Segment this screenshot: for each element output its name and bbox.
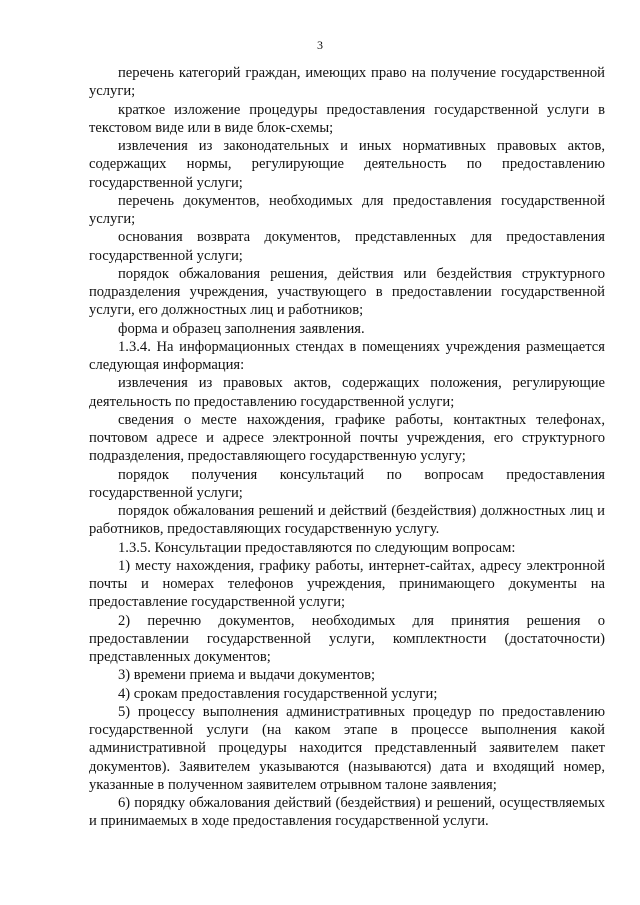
list-item: 3) времени приема и выдачи документов; — [118, 667, 376, 684]
list-item: 5) процессу выполнения административных процедур по предоставлению государственной услуги (на каком этапе в процессе выполнения какой административной процедуры находится представленный заявителем пакет документов). Заявителем указываются (называются) дата и входящий номер, указанные в полученном заявителем отрывном талоне заявления; — [89, 703, 605, 793]
page-number: 3 — [317, 38, 323, 52]
paragraph: краткое изложение процедуры предоставления государственной услуги в текстовом виде или в виде блок-схемы; — [89, 101, 605, 136]
paragraph: порядок обжалования решений и действий (бездействия) должностных лиц и работников, предоставляющих государственную услугу. — [89, 503, 605, 538]
list-item: 6) порядку обжалования действий (бездействия) и решений, осуществляемых и принимаемых в ходе предоставления государственной услуги. — [89, 795, 605, 830]
paragraph: порядок получения консультаций по вопросам предоставления государственной услуги; — [89, 466, 605, 501]
paragraph: основания возврата документов, представленных для предоставления государственной услуги; — [89, 229, 605, 264]
paragraph: порядок обжалования решения, действия или бездействия структурного подразделения учреждения, участвующего в предоставлении государственной услуги, его должностных лиц и работников; — [89, 265, 605, 319]
list-item: 2) перечню документов, необходимых для принятия решения о предоставлении государственной услуги, комплектности (достаточности) представленных документов; — [89, 612, 605, 665]
list-item: 4) срокам предоставления государственной услуги; — [118, 685, 438, 702]
section-1-3-4-paragraph: 1.3.4. На информационных стендах в помещениях учреждения размещается следующая информация: — [89, 338, 605, 373]
section-1-3-5-paragraph: 1.3.5. Консультации предоставляются по следующим вопросам: — [118, 539, 516, 556]
document-body — [89, 64, 605, 831]
paragraph: перечень документов, необходимых для предоставления государственной услуги; — [89, 192, 605, 227]
list-item: 1) месту нахождения, графику работы, интернет-сайтах, адресу электронной почты и номерах телефонов учреждения, принимающего документы на предоставление государственной услуги; — [89, 557, 605, 611]
paragraph: извлечения из правовых актов, содержащих положения, регулирующие деятельность по предоставлению государственной услуги; — [89, 375, 605, 410]
paragraph: сведения о месте нахождения, графике работы, контактных телефонах, почтовом адресе и адресе электронной почты учреждения, его структурного подразделения, предоставляющего государственную услугу; — [89, 411, 605, 465]
paragraph: перечень категорий граждан, имеющих право на получение государственной услуги; — [89, 65, 605, 100]
paragraph: извлечения из законодательных и иных нормативных правовых актов, содержащих нормы, регулирующие деятельность по предоставлению государственной услуги; — [89, 138, 605, 191]
paragraph: форма и образец заполнения заявления. — [118, 320, 365, 337]
